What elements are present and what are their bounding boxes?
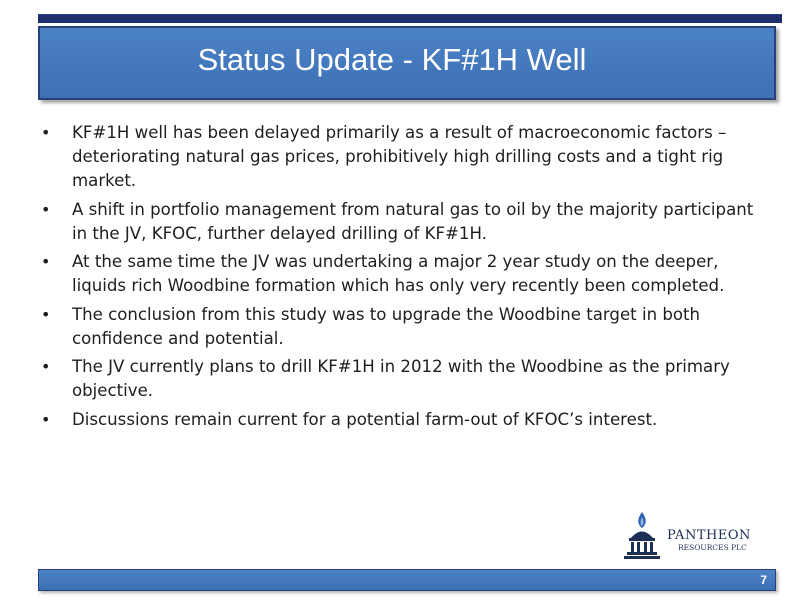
bullet-item (40, 408, 768, 432)
bullet-text: The conclusion from this study was to upgrade the Woodbine target in both confidence and potential. (72, 304, 701, 348)
pantheon-temple-flame-icon (622, 510, 662, 560)
company-logo (622, 510, 762, 562)
bullet-item (40, 198, 768, 246)
bullet-dot: • (41, 199, 51, 219)
logo-subtitle: RESOURCES PLC (678, 543, 747, 552)
page-number: 7 (760, 573, 767, 587)
bullet-dot: • (41, 357, 51, 376)
bullet-text: The JV currently plans to drill KF#1H in 2012 with the Woodbine as the primary objective. (72, 357, 730, 400)
bullet-dot: • (41, 304, 51, 324)
bullet-item (40, 121, 768, 193)
bullet-item (40, 355, 768, 403)
bullet-text: A shift in portfolio management from natural gas to oil by the majority participant in the JV, KFOC, further delayed drilling of KF#1H. (72, 199, 754, 243)
header-rule (38, 14, 782, 23)
bullet-list (40, 121, 768, 436)
title-bar (38, 26, 776, 100)
bullet-dot: • (41, 252, 51, 271)
bullet-text: KF#1H well has been delayed primarily as a result of macroeconomic factors – deteriorating natural gas prices, prohibitively high drilling costs and a tight rig market. (72, 123, 727, 190)
bullet-dot: • (41, 123, 51, 142)
slide-title: Status Update - KF#1H Well (197, 42, 587, 77)
logo-name: PANTHEON (667, 528, 751, 543)
footer-bar (38, 569, 776, 591)
bullet-item (40, 303, 768, 351)
bullet-text: Discussions remain current for a potential farm-out of KFOC’s interest. (72, 409, 658, 429)
bullet-dot: • (41, 409, 51, 429)
bullet-text: At the same time the JV was undertaking a major 2 year study on the deeper, liquids rich Woodbine formation which has only very recently been completed. (72, 252, 725, 295)
bullet-item (40, 250, 768, 298)
